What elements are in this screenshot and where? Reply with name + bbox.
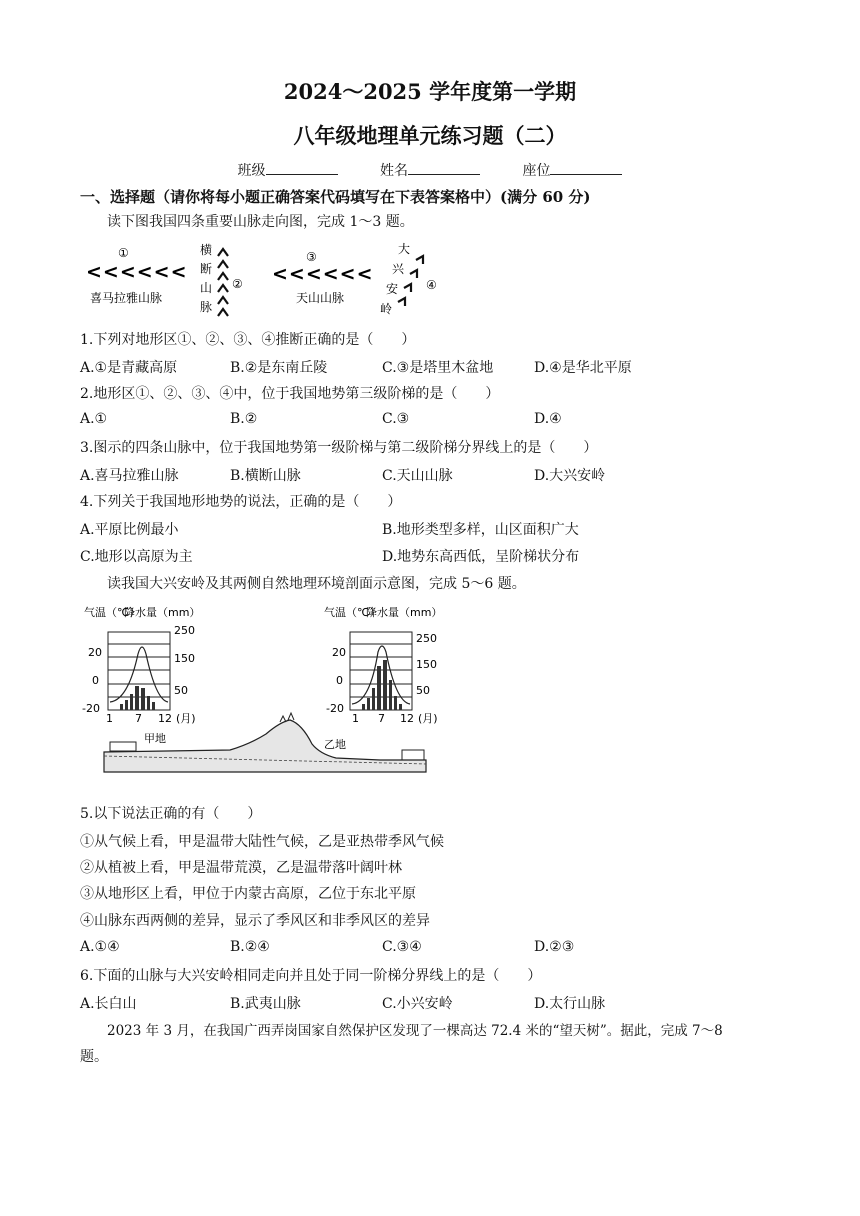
left-precip-label: 降水量（mm） — [124, 606, 201, 619]
right-temp-tick-0: 0 — [336, 674, 343, 687]
question-5-statement-4: ④山脉东西两侧的差异，显示了季风区和非季风区的差异 — [80, 913, 430, 929]
intro-text-3-line-2: 题。 — [80, 1049, 108, 1065]
section-heading: 一、选择题（请你将每小题正确答案代码填写在下表答案格中）(满分 60 分) — [80, 188, 591, 206]
question-3-option-d[interactable]: D.大兴安岭 — [534, 468, 606, 484]
class-label: 班级 — [237, 163, 266, 179]
name-label: 姓名 — [380, 163, 408, 179]
mountain-4-number: ④ — [426, 278, 437, 292]
question-1-option-c[interactable]: C.③是塔里木盆地 — [382, 360, 494, 376]
site-a-label: 甲地 — [144, 732, 166, 745]
question-2-option-b[interactable]: B.② — [230, 411, 258, 427]
question-6-option-a[interactable]: A.长白山 — [80, 996, 137, 1012]
mountain-4-char-3: 安 — [386, 282, 399, 296]
intro-text-3-line-1: 2023 年 3 月，在我国广西弄岗国家自然保护区发现了一棵高达 72.4 米的“望天树”。据此，完成 7～8 — [107, 1023, 723, 1039]
exam-title-year: 2024～2025 学年度第一学期 — [283, 79, 577, 104]
left-precip-tick-50: 50 — [174, 684, 188, 697]
question-2-option-a[interactable]: A.① — [80, 411, 108, 427]
mountain-4-char-4: 岭 — [380, 302, 393, 316]
profile-climate-figure — [80, 604, 460, 788]
left-x-tick-12: 12 — [158, 712, 172, 725]
question-2-stem: 2.地形区①、②、③、④中，位于我国地势第三级阶梯的是（ ） — [80, 386, 500, 402]
right-precip-tick-50: 50 — [416, 684, 430, 697]
right-precip-label: 降水量（mm） — [366, 606, 443, 619]
left-precip-tick-150: 150 — [174, 652, 195, 665]
mountain-2-char-1: 横 — [200, 243, 213, 257]
question-3-option-a[interactable]: A.喜马拉雅山脉 — [80, 468, 179, 484]
mountain-3-symbol: <<<<<< — [272, 263, 374, 285]
left-temp-label: 气温（℃） — [84, 606, 141, 619]
mountain-1-name: 喜马拉雅山脉 — [90, 291, 163, 305]
site-b-label: 乙地 — [324, 738, 346, 751]
mountain-2-char-2: 断 — [200, 262, 213, 276]
intro-text-2: 读我国大兴安岭及其两侧自然地理环境剖面示意图，完成 5～6 题。 — [107, 576, 526, 592]
question-2-option-d[interactable]: D.④ — [534, 411, 562, 427]
mountain-1-number: ① — [118, 246, 129, 260]
question-5-statement-1: ①从气候上看，甲是温带大陆性气候，乙是亚热带季风气候 — [80, 834, 444, 850]
question-5-option-c[interactable]: C.③④ — [382, 939, 422, 955]
mountain-1-symbol: <<<<<< — [86, 261, 188, 283]
seat-field[interactable] — [550, 160, 622, 175]
right-temp-tick-neg20: -20 — [326, 702, 344, 715]
mountain-3-name: 天山山脉 — [296, 291, 345, 305]
left-precip-tick-250: 250 — [174, 624, 195, 637]
question-5-statement-3: ③从地形区上看，甲位于内蒙古高原，乙位于东北平原 — [80, 886, 416, 902]
question-6-option-b[interactable]: B.武夷山脉 — [230, 996, 301, 1012]
question-4-stem: 4.下列关于我国地形地势的说法，正确的是（ ） — [80, 494, 402, 510]
mountain-2-symbol — [218, 249, 228, 316]
intro-text-1: 读下图我国四条重要山脉走向图，完成 1～3 题。 — [107, 214, 414, 230]
class-field[interactable] — [266, 160, 338, 175]
mountain-2-char-3: 山 — [200, 281, 213, 295]
right-x-tick-1: 1 — [352, 712, 359, 725]
seat-label: 座位 — [522, 163, 551, 179]
right-temp-tick-20: 20 — [332, 646, 346, 659]
question-6-option-d[interactable]: D.太行山脉 — [534, 996, 606, 1012]
left-month-label: (月) — [176, 712, 196, 725]
right-x-tick-7: 7 — [378, 712, 385, 725]
question-6-option-c[interactable]: C.小兴安岭 — [382, 996, 453, 1012]
name-field[interactable] — [408, 160, 480, 175]
question-5-stem: 5.以下说法正确的有（ ） — [80, 806, 262, 822]
right-precip-tick-250: 250 — [416, 632, 437, 645]
question-5-statement-2: ②从植被上看，甲是温带荒漠，乙是温带落叶阔叶林 — [80, 860, 402, 876]
mountain-2-number: ② — [232, 277, 243, 291]
left-x-tick-1: 1 — [106, 712, 113, 725]
question-5-option-b[interactable]: B.②④ — [230, 939, 270, 955]
question-3-option-b[interactable]: B.横断山脉 — [230, 468, 301, 484]
right-month-label: (月) — [418, 712, 438, 725]
left-temp-tick-0: 0 — [92, 674, 99, 687]
mountain-4-char-1: 大 — [398, 242, 411, 256]
question-1-option-b[interactable]: B.②是东南丘陵 — [230, 360, 328, 376]
right-precip-tick-150: 150 — [416, 658, 437, 671]
right-temp-label: 气温（℃） — [324, 606, 381, 619]
question-4-option-c[interactable]: C.地形以高原为主 — [80, 549, 193, 565]
left-temp-tick-neg20: -20 — [82, 702, 100, 715]
question-4-option-b[interactable]: B.地形类型多样，山区面积广大 — [382, 522, 579, 538]
question-2-option-c[interactable]: C.③ — [382, 411, 410, 427]
left-x-tick-7: 7 — [135, 712, 142, 725]
mountain-2-char-4: 脉 — [200, 300, 213, 314]
left-temp-tick-20: 20 — [88, 646, 102, 659]
exam-title: 八年级地理单元练习题（二） — [293, 123, 567, 148]
question-4-option-d[interactable]: D.地势东高西低，呈阶梯状分布 — [382, 549, 580, 565]
student-info-row — [0, 160, 860, 180]
question-3-stem: 3.图示的四条山脉中，位于我国地势第一级阶梯与第二级阶梯分界线上的是（ ） — [80, 440, 598, 456]
question-4-option-a[interactable]: A.平原比例最小 — [80, 522, 179, 538]
question-3-option-c[interactable]: C.天山山脉 — [382, 468, 453, 484]
question-1-option-d[interactable]: D.④是华北平原 — [534, 360, 632, 376]
question-6-stem: 6.下面的山脉与大兴安岭相同走向并且处于同一阶梯分界线上的是（ ） — [80, 968, 542, 984]
mountain-3-number: ③ — [306, 250, 317, 264]
right-precip-bars — [362, 660, 402, 710]
question-1-option-a[interactable]: A.①是青藏高原 — [80, 360, 178, 376]
right-x-tick-12: 12 — [400, 712, 414, 725]
question-5-option-d[interactable]: D.②③ — [534, 939, 575, 955]
mountain-4-char-2: 兴 — [392, 262, 405, 276]
mountain-orientation-figure — [82, 240, 452, 322]
question-1-stem: 1.下列对地形区①、②、③、④推断正确的是（ ） — [80, 332, 416, 348]
question-5-option-a[interactable]: A.①④ — [80, 939, 120, 955]
